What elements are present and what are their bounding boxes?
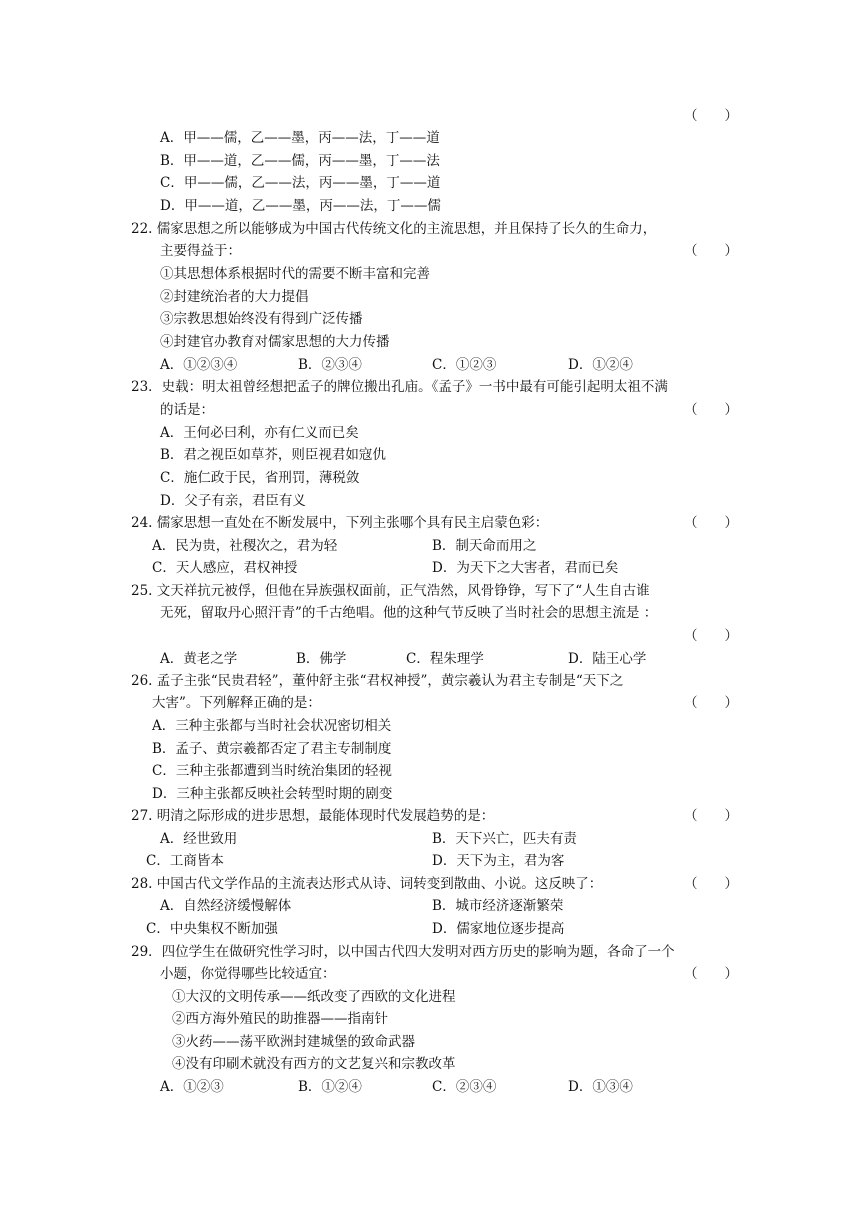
q23-option-c: C．施仁政于民，省刑罚，薄税敛	[160, 470, 360, 486]
q22-item-1: ①其思想体系根据时代的需要不断丰富和完善	[160, 266, 430, 282]
answer-bracket: （ ）	[684, 808, 738, 824]
q25-stem-line2: 无死，留取丹心照汗青”的千古绝唱。他的这种气节反映了当时社会的思想主流是 ：	[160, 605, 658, 621]
q26-option-b: B．孟子、黄宗羲都否定了君主专制制度	[152, 741, 392, 757]
q22-option-a: A．①②③④	[160, 357, 238, 373]
q27-stem-line1: 27. 明清之际形成的进步思想，最能体现时代发展趋势的是：	[131, 808, 495, 824]
q29-option-a: A．①②③	[160, 1079, 224, 1095]
q24-option-d: D．为天下之大害者，君而已矣	[432, 560, 619, 576]
q29-item-1: ①大汉的文明传承——纸改变了西欧的文化进程	[172, 989, 456, 1005]
q27-option-d: D．天下为主，君为客	[432, 853, 565, 869]
q22-item-4: ④封建官办教育对儒家思想的大力传播	[160, 334, 390, 350]
q27-option-b: B．天下兴亡，匹夫有责	[432, 831, 577, 847]
q23-stem-line1: 23．史载：明太祖曾经想把孟子的牌位搬出孔庙。《孟子》一书中最有可能引起明太祖不满	[131, 379, 668, 395]
q24-stem-line1: 24. 儒家思想一直处在不断发展中，下列主张哪个具有民主启蒙色彩：	[131, 515, 549, 531]
q21-option-a: A．甲——儒，乙——墨，丙——法，丁——道	[160, 130, 440, 146]
q28-option-b: B．城市经济逐渐繁荣	[432, 898, 564, 914]
q28-stem-line1: 28. 中国古代文学作品的主流表达形式从诗、词转变到散曲、小说。这反映了：	[131, 876, 603, 892]
q23-stem-line2: 的话是：	[160, 402, 214, 418]
answer-bracket: （ ）	[684, 695, 738, 711]
q24-option-c: C．天人感应，君权神授	[152, 560, 298, 576]
q29-stem-line1: 29．四位学生在做研究性学习时，以中国古代四大发明对西方历史的影响为题，各命了一个	[131, 944, 675, 960]
q25-option-b: B．佛学	[296, 651, 347, 667]
q26-stem-line1: 26. 孟子主张“民贵君轻”，董仲舒主张“君权神授”，黄宗羲认为君主专制是“天下之	[131, 673, 624, 689]
answer-bracket: （ ）	[684, 876, 738, 892]
answer-bracket: （ ）	[684, 515, 738, 531]
q21-option-d: D．甲——道，乙——墨，丙——法，丁——儒	[160, 198, 441, 214]
q22-stem-line1: 22. 儒家思想之所以能够成为中国古代传统文化的主流思想，并且保持了长久的生命力，	[131, 221, 657, 237]
q28-option-c: C．中央集权不断加强	[146, 921, 278, 937]
q26-stem-line2: 大害”。下列解释正确的是：	[152, 695, 321, 711]
q23-option-b: B．君之视臣如草芥，则臣视君如寇仇	[160, 447, 386, 463]
q23-option-a: A．王何必曰利，亦有仁义而已矣	[160, 425, 359, 441]
q25-option-a: A．黄老之学	[160, 651, 238, 667]
q27-option-c: C．工商皆本	[146, 853, 224, 869]
q25-stem-line1: 25. 文天祥抗元被俘，但他在异族强权面前，正气浩然，风骨铮铮，写下了“人生自古谁	[131, 583, 650, 599]
q26-option-a: A．三种主张都与当时社会状况密切相关	[152, 718, 392, 734]
q27-option-a: A．经世致用	[160, 831, 238, 847]
q23-option-d: D．父子有亲，君臣有义	[160, 493, 306, 509]
q22-option-d: D．①②④	[568, 357, 633, 373]
q29-item-3: ③火药——荡平欧洲封建城堡的致命武器	[172, 1034, 415, 1050]
q28-option-d: D．儒家地位逐步提高	[432, 921, 565, 937]
q22-stem-line2: 主要得益于：	[160, 243, 241, 259]
q21-option-b: B．甲——道，乙——儒，丙——墨，丁——法	[160, 153, 440, 169]
q22-option-c: C．①②③	[432, 357, 497, 373]
q24-option-b: B．制天命而用之	[432, 538, 537, 554]
q22-item-3: ③宗教思想始终没有得到广泛传播	[160, 311, 363, 327]
q22-option-b: B．②③④	[298, 357, 362, 373]
answer-bracket: （ ）	[684, 108, 738, 124]
answer-bracket: （ ）	[684, 966, 738, 982]
q29-item-4: ④没有印刷术就没有西方的文艺复兴和宗教改革	[172, 1056, 456, 1072]
q29-stem-line2: 小题，你觉得哪些比较适宜：	[160, 966, 336, 982]
q25-option-d: D．陆王心学	[568, 651, 647, 667]
q29-item-2: ②西方海外殖民的助推器——指南针	[172, 1011, 388, 1027]
answer-bracket: （ ）	[684, 243, 738, 259]
answer-bracket: （ ）	[684, 402, 738, 418]
q28-option-a: A．自然经济缓慢解体	[160, 898, 292, 914]
q29-option-b: B．①②④	[298, 1079, 362, 1095]
q29-option-c: C．②③④	[432, 1079, 497, 1095]
q29-option-d: D．①③④	[568, 1079, 633, 1095]
q26-option-c: C．三种主张都遭到当时统治集团的轻视	[152, 763, 392, 779]
q24-option-a: A．民为贵，社稷次之，君为轻	[152, 538, 338, 554]
q21-option-c: C．甲——儒，乙——法，丙——墨，丁——道	[160, 175, 441, 191]
q22-item-2: ②封建统治者的大力提倡	[160, 289, 309, 305]
answer-bracket: （ ）	[684, 628, 738, 644]
q26-option-d: D．三种主张都反映社会转型时期的剧变	[152, 786, 393, 802]
q25-option-c: C．程朱理学	[406, 651, 484, 667]
